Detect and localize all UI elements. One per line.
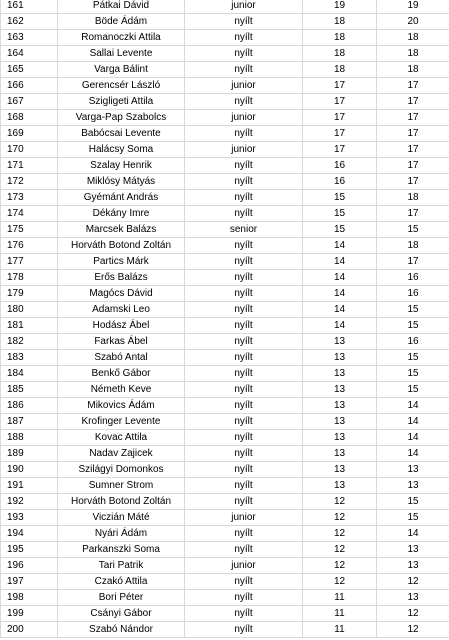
rank-cell[interactable]: 161 — [1, 0, 58, 14]
category-cell[interactable]: nyílt — [185, 94, 303, 110]
score-a-cell[interactable]: 17 — [303, 94, 377, 110]
name-cell[interactable]: Nadav Zajicek — [58, 446, 185, 462]
name-cell[interactable]: Csányi Gábor — [58, 606, 185, 622]
score-a-cell[interactable]: 11 — [303, 622, 377, 638]
table-row — [1, 46, 449, 62]
rank-cell[interactable]: 163 — [1, 30, 58, 46]
table-row — [1, 414, 449, 430]
name-cell[interactable]: Viczián Máté — [58, 510, 185, 526]
score-a-cell[interactable]: 13 — [303, 366, 377, 382]
rank-cell[interactable]: 189 — [1, 446, 58, 462]
name-cell[interactable]: Babócsai Levente — [58, 126, 185, 142]
score-a-cell[interactable]: 17 — [303, 78, 377, 94]
score-b-cell[interactable]: 17 — [377, 254, 449, 270]
category-cell[interactable]: nyílt — [185, 574, 303, 590]
name-cell[interactable]: Szigligeti Attila — [58, 94, 185, 110]
category-cell[interactable]: nyílt — [185, 14, 303, 30]
score-b-cell[interactable]: 15 — [377, 366, 449, 382]
category-cell[interactable]: nyílt — [185, 382, 303, 398]
score-a-cell[interactable]: 13 — [303, 350, 377, 366]
score-a-cell[interactable]: 18 — [303, 46, 377, 62]
rank-cell[interactable]: 175 — [1, 222, 58, 238]
score-b-cell[interactable]: 16 — [377, 270, 449, 286]
score-b-cell[interactable]: 14 — [377, 430, 449, 446]
rank-cell[interactable]: 200 — [1, 622, 58, 638]
score-b-cell[interactable]: 15 — [377, 318, 449, 334]
category-cell[interactable]: junior — [185, 510, 303, 526]
name-cell[interactable]: Varga-Pap Szabolcs — [58, 110, 185, 126]
name-cell[interactable]: Hodász Ábel — [58, 318, 185, 334]
rank-cell[interactable]: 169 — [1, 126, 58, 142]
rank-cell[interactable]: 186 — [1, 398, 58, 414]
name-cell[interactable]: Pátkai Dávid — [58, 0, 185, 14]
results-table-body — [1, 0, 449, 638]
rank-cell[interactable]: 192 — [1, 494, 58, 510]
score-a-cell[interactable]: 17 — [303, 126, 377, 142]
score-a-cell[interactable]: 15 — [303, 222, 377, 238]
rank-cell[interactable]: 171 — [1, 158, 58, 174]
score-a-cell[interactable]: 13 — [303, 382, 377, 398]
name-cell[interactable]: Krofinger Levente — [58, 414, 185, 430]
name-cell[interactable]: Czakó Attila — [58, 574, 185, 590]
table-row — [1, 350, 449, 366]
category-cell[interactable]: nyílt — [185, 318, 303, 334]
table-row — [1, 558, 449, 574]
score-a-cell[interactable]: 13 — [303, 334, 377, 350]
score-b-cell[interactable]: 13 — [377, 590, 449, 606]
category-cell[interactable]: nyílt — [185, 158, 303, 174]
table-row — [1, 542, 449, 558]
name-cell[interactable]: Dékány Imre — [58, 206, 185, 222]
score-a-cell[interactable]: 11 — [303, 590, 377, 606]
score-a-cell[interactable]: 13 — [303, 462, 377, 478]
name-cell[interactable]: Horváth Botond Zoltán — [58, 494, 185, 510]
score-a-cell[interactable]: 11 — [303, 606, 377, 622]
category-cell[interactable]: junior — [185, 142, 303, 158]
category-cell[interactable]: nyílt — [185, 270, 303, 286]
table-row — [1, 126, 449, 142]
rank-cell[interactable]: 177 — [1, 254, 58, 270]
category-cell[interactable]: nyílt — [185, 606, 303, 622]
score-b-cell[interactable]: 16 — [377, 334, 449, 350]
score-b-cell[interactable]: 17 — [377, 206, 449, 222]
table-row — [1, 446, 449, 462]
score-b-cell[interactable]: 17 — [377, 78, 449, 94]
name-cell[interactable]: Kovac Attila — [58, 430, 185, 446]
score-a-cell[interactable]: 14 — [303, 286, 377, 302]
score-a-cell[interactable]: 13 — [303, 414, 377, 430]
score-a-cell[interactable]: 18 — [303, 30, 377, 46]
score-a-cell[interactable]: 13 — [303, 446, 377, 462]
score-b-cell[interactable]: 17 — [377, 94, 449, 110]
table-row — [1, 270, 449, 286]
score-b-cell[interactable]: 20 — [377, 14, 449, 30]
category-cell[interactable]: nyílt — [185, 622, 303, 638]
score-a-cell[interactable]: 15 — [303, 190, 377, 206]
score-b-cell[interactable]: 14 — [377, 446, 449, 462]
table-row — [1, 334, 449, 350]
score-b-cell[interactable]: 13 — [377, 558, 449, 574]
name-cell[interactable]: Nyári Ádám — [58, 526, 185, 542]
table-row — [1, 78, 449, 94]
rank-cell[interactable]: 162 — [1, 14, 58, 30]
rank-cell[interactable]: 172 — [1, 174, 58, 190]
table-row — [1, 14, 449, 30]
name-cell[interactable]: Bori Péter — [58, 590, 185, 606]
score-b-cell[interactable]: 18 — [377, 46, 449, 62]
name-cell[interactable]: Sallai Levente — [58, 46, 185, 62]
name-cell[interactable]: Gerencsér László — [58, 78, 185, 94]
score-b-cell[interactable]: 15 — [377, 382, 449, 398]
rank-cell[interactable]: 166 — [1, 78, 58, 94]
score-b-cell[interactable]: 17 — [377, 158, 449, 174]
score-a-cell[interactable]: 16 — [303, 158, 377, 174]
score-b-cell[interactable]: 12 — [377, 606, 449, 622]
rank-cell[interactable]: 179 — [1, 286, 58, 302]
category-cell[interactable]: senior — [185, 222, 303, 238]
table-row — [1, 398, 449, 414]
category-cell[interactable]: nyílt — [185, 350, 303, 366]
table-row — [1, 254, 449, 270]
category-cell[interactable]: nyílt — [185, 590, 303, 606]
rank-cell[interactable]: 187 — [1, 414, 58, 430]
rank-cell[interactable]: 180 — [1, 302, 58, 318]
score-a-cell[interactable]: 19 — [303, 0, 377, 14]
score-a-cell[interactable]: 14 — [303, 270, 377, 286]
rank-cell[interactable]: 195 — [1, 542, 58, 558]
table-row — [1, 94, 449, 110]
score-b-cell[interactable]: 13 — [377, 542, 449, 558]
category-cell[interactable]: nyílt — [185, 334, 303, 350]
category-cell[interactable]: nyílt — [185, 414, 303, 430]
rank-cell[interactable]: 183 — [1, 350, 58, 366]
table-row — [1, 222, 449, 238]
category-cell[interactable]: junior — [185, 78, 303, 94]
score-b-cell[interactable]: 17 — [377, 110, 449, 126]
table-row — [1, 526, 449, 542]
name-cell[interactable]: Böde Ádám — [58, 14, 185, 30]
category-cell[interactable]: nyílt — [185, 238, 303, 254]
rank-cell[interactable]: 167 — [1, 94, 58, 110]
score-b-cell[interactable]: 17 — [377, 174, 449, 190]
rank-cell[interactable]: 194 — [1, 526, 58, 542]
score-b-cell[interactable]: 15 — [377, 510, 449, 526]
name-cell[interactable]: Partics Márk — [58, 254, 185, 270]
category-cell[interactable]: nyílt — [185, 494, 303, 510]
name-cell[interactable]: Szabó Nándor — [58, 622, 185, 638]
table-row — [1, 478, 449, 494]
rank-cell[interactable]: 184 — [1, 366, 58, 382]
table-row — [1, 622, 449, 638]
name-cell[interactable]: Miklósy Mátyás — [58, 174, 185, 190]
score-b-cell[interactable]: 12 — [377, 622, 449, 638]
table-row — [1, 190, 449, 206]
table-row — [1, 110, 449, 126]
table-row — [1, 30, 449, 46]
score-b-cell[interactable]: 15 — [377, 494, 449, 510]
category-cell[interactable]: nyílt — [185, 398, 303, 414]
score-b-cell[interactable]: 19 — [377, 0, 449, 14]
name-cell[interactable]: Németh Keve — [58, 382, 185, 398]
name-cell[interactable]: Szilágyi Domonkos — [58, 462, 185, 478]
category-cell[interactable]: junior — [185, 110, 303, 126]
rank-cell[interactable]: 178 — [1, 270, 58, 286]
score-b-cell[interactable]: 17 — [377, 142, 449, 158]
category-cell[interactable]: nyílt — [185, 302, 303, 318]
rank-cell[interactable]: 181 — [1, 318, 58, 334]
category-cell[interactable]: nyílt — [185, 430, 303, 446]
name-cell[interactable]: Szalay Henrik — [58, 158, 185, 174]
table-row — [1, 62, 449, 78]
table-row — [1, 286, 449, 302]
score-b-cell[interactable]: 18 — [377, 62, 449, 78]
table-row — [1, 302, 449, 318]
score-a-cell[interactable]: 16 — [303, 174, 377, 190]
category-cell[interactable]: nyílt — [185, 462, 303, 478]
name-cell[interactable]: Szabó Antal — [58, 350, 185, 366]
score-a-cell[interactable]: 14 — [303, 318, 377, 334]
name-cell[interactable]: Magócs Dávid — [58, 286, 185, 302]
category-cell[interactable]: nyílt — [185, 286, 303, 302]
score-a-cell[interactable]: 17 — [303, 110, 377, 126]
table-row — [1, 606, 449, 622]
table-row — [1, 238, 449, 254]
score-a-cell[interactable]: 13 — [303, 430, 377, 446]
name-cell[interactable]: Sumner Strom — [58, 478, 185, 494]
category-cell[interactable]: junior — [185, 558, 303, 574]
score-a-cell[interactable]: 13 — [303, 478, 377, 494]
name-cell[interactable]: Halácsy Soma — [58, 142, 185, 158]
score-b-cell[interactable]: 18 — [377, 238, 449, 254]
rank-cell[interactable]: 190 — [1, 462, 58, 478]
name-cell[interactable]: Adamski Leo — [58, 302, 185, 318]
table-row — [1, 366, 449, 382]
category-cell[interactable]: nyílt — [185, 190, 303, 206]
rank-cell[interactable]: 165 — [1, 62, 58, 78]
rank-cell[interactable]: 188 — [1, 430, 58, 446]
score-b-cell[interactable]: 12 — [377, 574, 449, 590]
score-b-cell[interactable]: 18 — [377, 30, 449, 46]
rank-cell[interactable]: 193 — [1, 510, 58, 526]
category-cell[interactable]: nyílt — [185, 206, 303, 222]
category-cell[interactable]: nyílt — [185, 46, 303, 62]
score-b-cell[interactable]: 14 — [377, 526, 449, 542]
table-row — [1, 382, 449, 398]
table-row — [1, 494, 449, 510]
category-cell[interactable]: nyílt — [185, 62, 303, 78]
score-a-cell[interactable]: 18 — [303, 14, 377, 30]
score-a-cell[interactable]: 12 — [303, 494, 377, 510]
rank-cell[interactable]: 199 — [1, 606, 58, 622]
score-a-cell[interactable]: 13 — [303, 398, 377, 414]
name-cell[interactable]: Mikovics Ádám — [58, 398, 185, 414]
score-b-cell[interactable]: 18 — [377, 190, 449, 206]
table-row — [1, 574, 449, 590]
score-b-cell[interactable]: 14 — [377, 398, 449, 414]
category-cell[interactable]: nyílt — [185, 126, 303, 142]
name-cell[interactable]: Varga Bálint — [58, 62, 185, 78]
rank-cell[interactable]: 174 — [1, 206, 58, 222]
score-a-cell[interactable]: 12 — [303, 542, 377, 558]
table-row — [1, 158, 449, 174]
score-a-cell[interactable]: 12 — [303, 558, 377, 574]
score-a-cell[interactable]: 14 — [303, 302, 377, 318]
score-b-cell[interactable]: 17 — [377, 126, 449, 142]
category-cell[interactable]: nyílt — [185, 446, 303, 462]
rank-cell[interactable]: 182 — [1, 334, 58, 350]
rank-cell[interactable]: 176 — [1, 238, 58, 254]
rank-cell[interactable]: 173 — [1, 190, 58, 206]
category-cell[interactable]: nyílt — [185, 366, 303, 382]
score-a-cell[interactable]: 12 — [303, 526, 377, 542]
table-row — [1, 142, 449, 158]
rank-cell[interactable]: 196 — [1, 558, 58, 574]
category-cell[interactable]: junior — [185, 0, 303, 14]
category-cell[interactable]: nyílt — [185, 174, 303, 190]
table-row — [1, 206, 449, 222]
score-b-cell[interactable]: 15 — [377, 222, 449, 238]
score-b-cell[interactable]: 16 — [377, 286, 449, 302]
table-row — [1, 510, 449, 526]
score-b-cell[interactable]: 15 — [377, 350, 449, 366]
score-b-cell[interactable]: 14 — [377, 414, 449, 430]
category-cell[interactable]: nyílt — [185, 526, 303, 542]
score-a-cell[interactable]: 14 — [303, 254, 377, 270]
score-a-cell[interactable]: 14 — [303, 238, 377, 254]
rank-cell[interactable]: 197 — [1, 574, 58, 590]
name-cell[interactable]: Marcsek Balázs — [58, 222, 185, 238]
score-b-cell[interactable]: 13 — [377, 462, 449, 478]
score-b-cell[interactable]: 15 — [377, 302, 449, 318]
category-cell[interactable]: nyílt — [185, 542, 303, 558]
category-cell[interactable]: nyílt — [185, 478, 303, 494]
table-row — [1, 174, 449, 190]
category-cell[interactable]: nyílt — [185, 30, 303, 46]
rank-cell[interactable]: 170 — [1, 142, 58, 158]
category-cell[interactable]: nyílt — [185, 254, 303, 270]
score-b-cell[interactable]: 13 — [377, 478, 449, 494]
table-row — [1, 462, 449, 478]
rank-cell[interactable]: 168 — [1, 110, 58, 126]
table-row — [1, 318, 449, 334]
table-row — [1, 430, 449, 446]
name-cell[interactable]: Erős Balázs — [58, 270, 185, 286]
name-cell[interactable]: Horváth Botond Zoltán — [58, 238, 185, 254]
name-cell[interactable]: Gyémánt András — [58, 190, 185, 206]
table-row — [1, 590, 449, 606]
rank-cell[interactable]: 198 — [1, 590, 58, 606]
name-cell[interactable]: Farkas Ábel — [58, 334, 185, 350]
rank-cell[interactable]: 185 — [1, 382, 58, 398]
score-a-cell[interactable]: 12 — [303, 574, 377, 590]
table-row — [1, 0, 449, 14]
name-cell[interactable]: Tari Patrik — [58, 558, 185, 574]
rank-cell[interactable]: 191 — [1, 478, 58, 494]
name-cell[interactable]: Parkanszki Soma — [58, 542, 185, 558]
rank-cell[interactable]: 164 — [1, 46, 58, 62]
score-a-cell[interactable]: 12 — [303, 510, 377, 526]
score-a-cell[interactable]: 15 — [303, 206, 377, 222]
name-cell[interactable]: Benkő Gábor — [58, 366, 185, 382]
score-a-cell[interactable]: 18 — [303, 62, 377, 78]
score-a-cell[interactable]: 17 — [303, 142, 377, 158]
name-cell[interactable]: Romanoczki Attila — [58, 30, 185, 46]
